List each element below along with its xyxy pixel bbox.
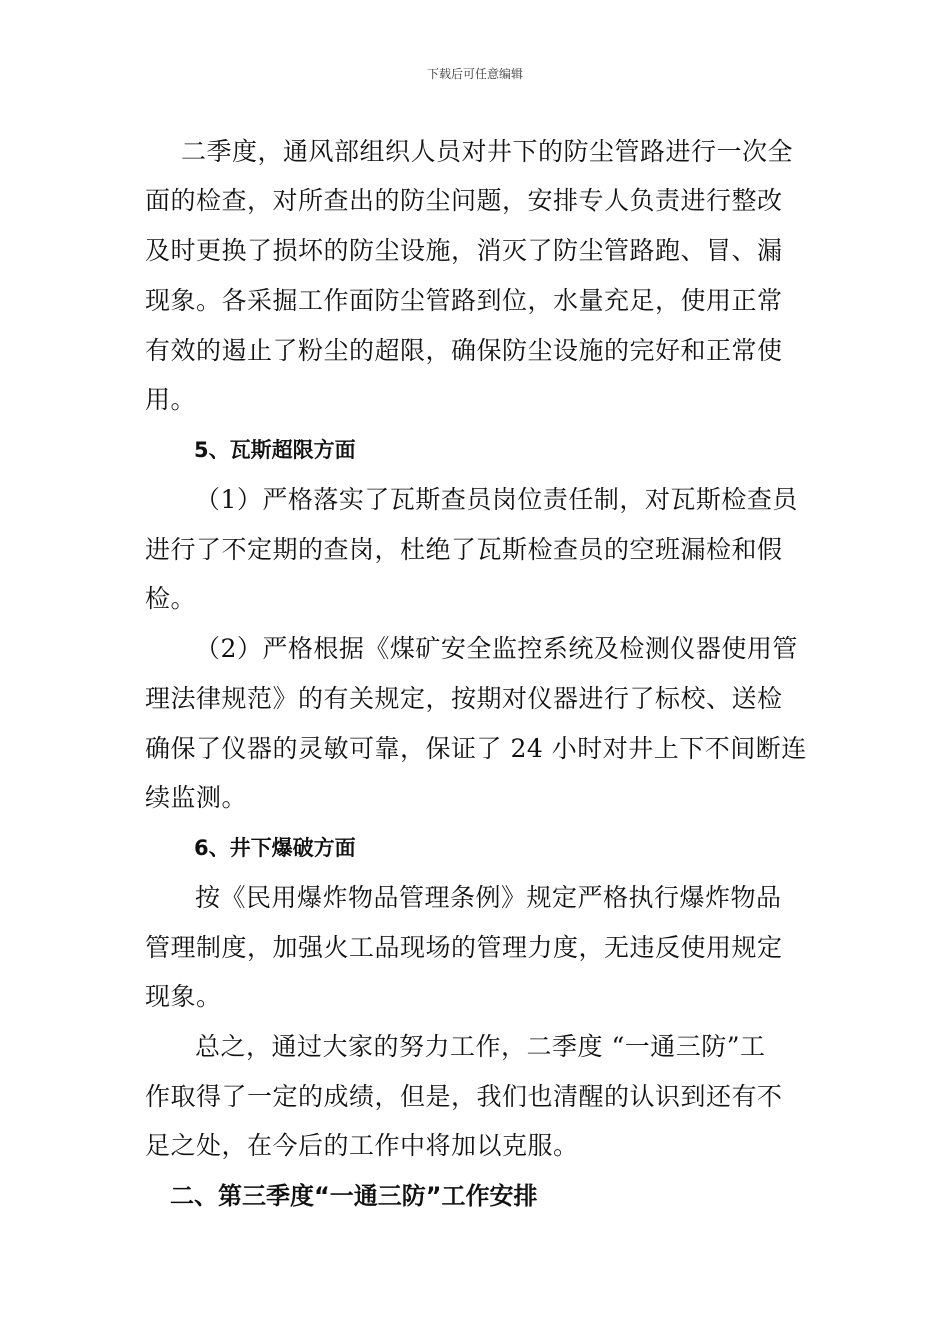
text-line: 总之，通过大家的努力工作，二季度 “一通三防”工: [195, 1032, 766, 1061]
page-header: 下载后可任意编辑: [426, 67, 523, 81]
text-line: （2）严格根据《煤矿安全监控系统及检测仪器使用管: [195, 634, 798, 663]
text-line: 足之处，在今后的工作中将加以克服。: [145, 1131, 579, 1160]
text-line: 现象。: [145, 982, 222, 1011]
section-heading-q3-plan: 二、第三季度“一通三防”工作安排: [170, 1182, 538, 1210]
text-line: 有效的遏止了粉尘的超限，确保防尘设施的完好和正常使: [145, 336, 783, 365]
heading-gas-overlimit: 5、瓦斯超限方面: [194, 438, 356, 462]
text-line: （1）严格落实了瓦斯查员岗位责任制，对瓦斯检查员: [195, 485, 798, 514]
text-line: 按《民用爆炸物品管理条例》规定严格执行爆炸物品: [195, 883, 782, 912]
text-line: 理法律规范》的有关规定，按期对仪器进行了标校、送检: [145, 684, 783, 713]
text-line: 检。: [145, 584, 197, 613]
text-line: 及时更换了损坏的防尘设施，消灭了防尘管路跑、冒、漏: [145, 236, 783, 265]
text-line: 确保了仪器的灵敏可靠，保证了 24 小时对井上下不间断连: [145, 734, 807, 763]
heading-blasting: 6、井下爆破方面: [194, 836, 356, 860]
text-line: 管理制度，加强火工品现场的管理力度，无违反使用规定: [145, 933, 783, 962]
text-line: 用。: [145, 385, 197, 414]
text-line: 现象。各采掘工作面防尘管路到位，水量充足，使用正常: [145, 286, 783, 315]
text-line: 面的检查，对所查出的防尘问题，安排专人负责进行整改: [145, 186, 783, 215]
text-line: 二季度，通风部组织人员对井下的防尘管路进行一次全: [181, 137, 794, 166]
text-line: 进行了不定期的查岗，杜绝了瓦斯检查员的空班漏检和假: [145, 535, 783, 564]
text-line: 作取得了一定的成绩，但是，我们也清醒的认识到还有不: [145, 1082, 783, 1111]
text-line: 续监测。: [145, 783, 248, 812]
